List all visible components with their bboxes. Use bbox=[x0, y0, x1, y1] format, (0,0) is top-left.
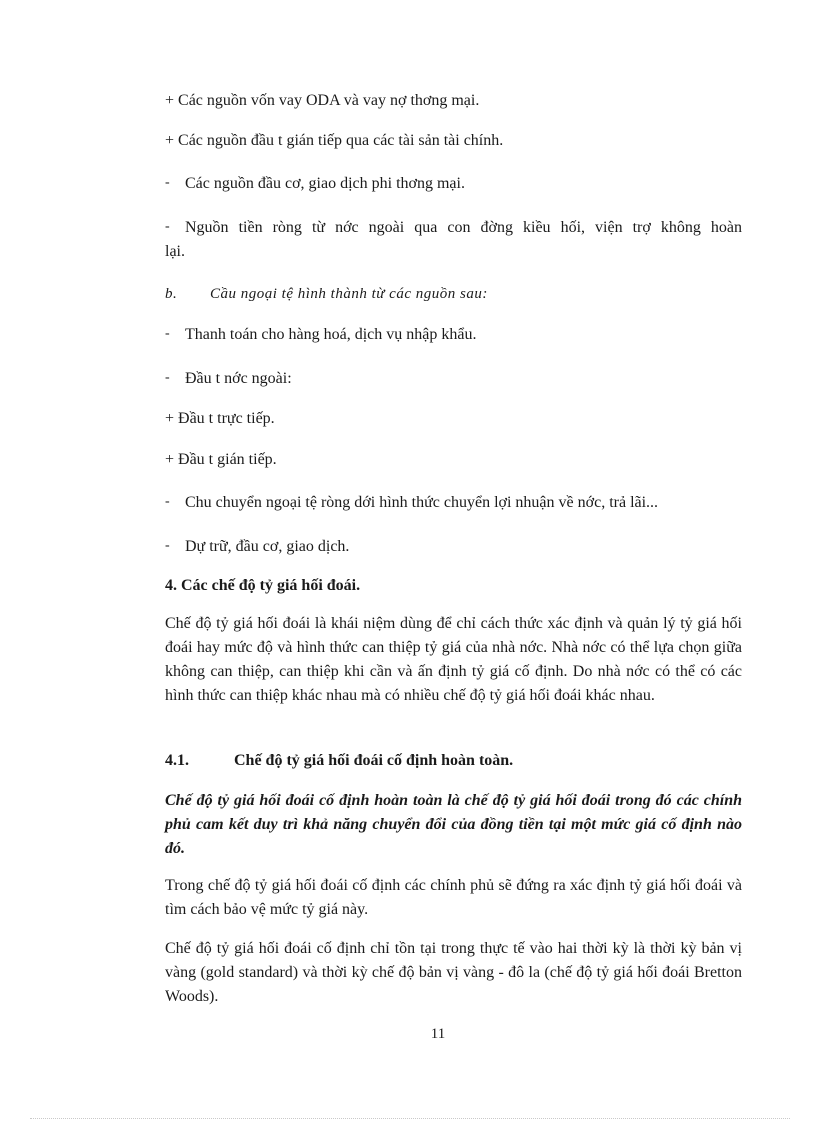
paragraph: Trong chế độ tỷ giá hối đoái cố định các chính phủ sẽ đứng ra xác định tỷ giá hối đoái và tìm cách bảo vệ mức tỷ giá này. bbox=[165, 877, 742, 918]
dash-bullet: - bbox=[165, 326, 170, 341]
list-item: + Các nguồn đầu t gián tiếp qua các tài sản tài chính. bbox=[165, 132, 504, 149]
dash-bullet: - bbox=[165, 219, 170, 234]
subsection-number: 4.1. bbox=[165, 752, 189, 769]
subsection-label: b. bbox=[165, 286, 178, 302]
subsection-heading: Chế độ tỷ giá hối đoái cố định hoàn toàn. bbox=[234, 752, 514, 769]
subsection-heading: Cầu ngoại tệ hình thành từ các nguồn sau: bbox=[210, 286, 488, 302]
dash-bullet: - bbox=[165, 175, 170, 190]
list-item: Thanh toán cho hàng hoá, dịch vụ nhập khẩu. bbox=[185, 326, 477, 343]
list-item: Đầu t nớc ngoài: bbox=[185, 370, 292, 387]
list-item-continuation: lại. bbox=[165, 243, 185, 260]
list-item: + Các nguồn vốn vay ODA và vay nợ thơng mại. bbox=[165, 92, 480, 109]
dash-bullet: - bbox=[165, 370, 170, 385]
dash-bullet: - bbox=[165, 494, 170, 509]
paragraph: Chế độ tỷ giá hối đoái cố định chỉ tồn tại trong thực tế vào hai thời kỳ là thời kỳ bản vị vàng (gold standard) và thời kỳ chế độ bản vị vàng - đô la (chế độ tỷ giá hối đoái Bretton Woods). bbox=[165, 940, 742, 1005]
dash-bullet: - bbox=[165, 538, 170, 553]
list-item: Chu chuyển ngoại tệ ròng dới hình thức chuyển lợi nhuận về nớc, trả lãi... bbox=[185, 494, 659, 511]
paragraph: Chế độ tỷ giá hối đoái là khái niệm dùng để chỉ cách thức xác định và quản lý tỷ giá hối đoái hay mức độ và hình thức can thiệp tỷ giá của nhà nớc. Nhà nớc có thể lựa chọn giữa không can thiệp, can thiệp khi cần và ấn định tỷ giá cố định. Do nhà nớc có thể có các hình thức can thiệp khác nhau mà có nhiều chế độ tỷ giá hối đoái khác nhau. bbox=[165, 615, 742, 704]
page-number: 11 bbox=[430, 1026, 446, 1042]
list-item: Nguồn tiền ròng từ nớc ngoài qua con đờng kiều hối, viện trợ không hoàn bbox=[185, 219, 742, 236]
definition-paragraph: Chế độ tỷ giá hối đoái cố định hoàn toàn là chế độ tỷ giá hối đoái trong đó các chính phủ cam kết duy trì khả năng chuyển đổi của đồng tiền tại một mức giá cố định nào đó. bbox=[165, 792, 742, 857]
list-item: Dự trữ, đầu cơ, giao dịch. bbox=[185, 538, 350, 555]
footer-divider bbox=[30, 1118, 790, 1119]
section-heading: 4. Các chế độ tỷ giá hối đoái. bbox=[165, 577, 361, 594]
list-item: + Đầu t trực tiếp. bbox=[165, 410, 275, 427]
list-item: + Đầu t gián tiếp. bbox=[165, 451, 277, 468]
list-item: Các nguồn đầu cơ, giao dịch phi thơng mại. bbox=[185, 175, 465, 192]
